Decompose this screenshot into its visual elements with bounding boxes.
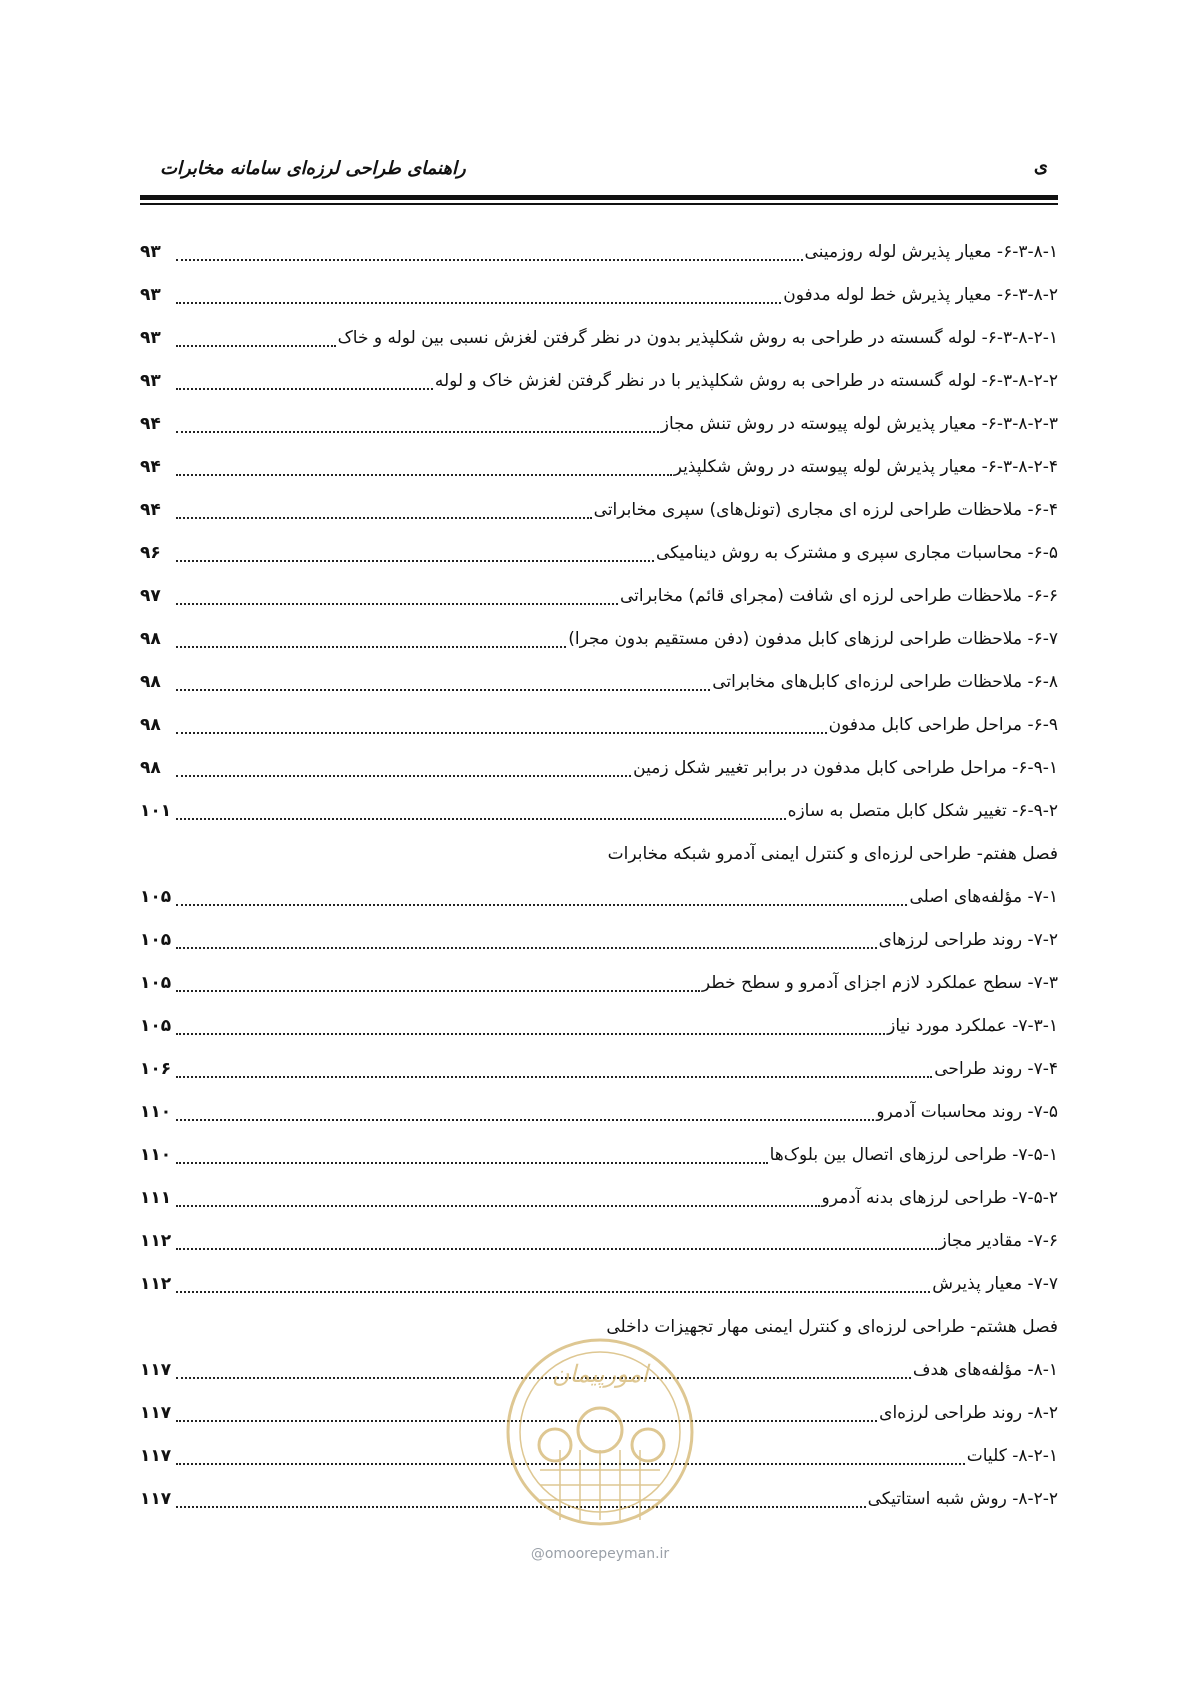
header-rule-thick: [140, 195, 1058, 200]
toc-entry[interactable]: [140, 928, 1058, 971]
dot-leader: [176, 412, 659, 433]
watermark-logo: [500, 1320, 700, 1560]
toc-entry-page: ۹۳: [140, 328, 161, 348]
toc-entry[interactable]: [140, 369, 1058, 412]
toc-entry-page: ۱۰۵: [140, 1016, 172, 1036]
toc-entry-title: ۶-۶- ملاحظات طراحی لرزه ای شافت (مجرای قائم) مخابراتی: [619, 586, 1058, 606]
toc-entry-page: ۱۱۰: [140, 1102, 172, 1122]
toc-entry[interactable]: [140, 455, 1058, 498]
toc-entry-title: ۷-۳-۱- عملکرد مورد نیاز: [887, 1016, 1058, 1036]
toc-entry-page: ۹۸: [140, 715, 161, 735]
toc-entry-page: ۹۴: [140, 500, 161, 520]
toc-entry[interactable]: [140, 1272, 1058, 1315]
toc-entry-page: ۱۱۷: [140, 1403, 172, 1423]
header-page-number: ی: [1033, 156, 1048, 177]
dot-leader: [176, 627, 566, 648]
toc-entry-page: ۱۱۱: [140, 1188, 172, 1208]
chapter-heading: فصل هفتم- طراحی لرزه‌ای و کنترل ایمنی آدمرو شبکه مخابرات: [607, 844, 1058, 864]
toc-entry[interactable]: [140, 498, 1058, 541]
toc-entry[interactable]: [140, 1229, 1058, 1272]
dot-leader: [176, 1272, 930, 1293]
toc-entry-title: ۶-۳-۸-۲-۴- معیار پذیرش لوله پیوسته در روش شکلپذیر: [673, 457, 1058, 477]
dot-leader: [176, 1143, 768, 1164]
toc-entry[interactable]: [140, 412, 1058, 455]
toc-entry-page: ۹۴: [140, 414, 161, 434]
toc-entry[interactable]: [140, 670, 1058, 713]
dot-leader: [176, 928, 877, 949]
toc-entry-page: ۱۰۵: [140, 930, 172, 950]
toc-entry[interactable]: [140, 1100, 1058, 1143]
toc-entry[interactable]: [140, 240, 1058, 283]
toc-entry[interactable]: [140, 713, 1058, 756]
toc-entry-page: ۹۳: [140, 242, 161, 262]
toc-entry-page: ۱۱۷: [140, 1360, 172, 1380]
toc-entry-title: ۸-۲-۲- روش شبه استاتیکی: [867, 1489, 1058, 1509]
dot-leader: [176, 541, 654, 562]
dot-leader: [176, 1229, 937, 1250]
toc-entry-title: ۶-۳-۸-۲-۳- معیار پذیرش لوله پیوسته در روش تنش مجاز: [660, 414, 1058, 434]
toc-entry-title: ۸-۲-۱- کلیات: [966, 1446, 1058, 1466]
toc-entry-title: ۸-۲- روند طراحی لرزه‌ای: [879, 1403, 1058, 1423]
toc-entry-page: ۹۶: [140, 543, 161, 563]
dot-leader: [176, 713, 827, 734]
dot-leader: [176, 498, 592, 519]
dot-leader: [176, 756, 631, 777]
toc-entry-title: ۶-۹- مراحل طراحی کابل مدفون: [828, 715, 1058, 735]
toc-entry-title: ۸-۱- مؤلفه‌های هدف: [912, 1360, 1058, 1380]
toc-entry[interactable]: [140, 756, 1058, 799]
toc-entry-page: ۹۴: [140, 457, 161, 477]
toc-entry-title: ۶-۳-۸-۲- معیار پذیرش خط لوله مدفون: [783, 285, 1058, 305]
toc-entry-title: ۶-۸- ملاحظات طراحی لرزه‌ای کابل‌های مخابراتی: [712, 672, 1058, 692]
watermark-url: @omoorepeyman.ir: [530, 1546, 670, 1562]
watermark-logo-text: امورپیمان: [551, 1360, 649, 1388]
toc-entry-title: ۷-۵-۱- طراحی لرزهای اتصال بین بلوک‌ها: [769, 1145, 1058, 1165]
toc-entry[interactable]: [140, 885, 1058, 928]
toc-entry-title: ۷-۷- معیار پذیرش: [932, 1274, 1058, 1294]
header-rule-thin: [140, 203, 1058, 205]
toc-entry-title: ۶-۴- ملاحظات طراحی لرزه ای مجاری (تونل‌های) سپری مخابراتی: [593, 500, 1058, 520]
toc-entry[interactable]: [140, 971, 1058, 1014]
toc-entry[interactable]: [140, 326, 1058, 369]
dot-leader: [176, 240, 803, 261]
dot-leader: [176, 971, 700, 992]
toc-entry-title: ۶-۹-۱- مراحل طراحی کابل مدفون در برابر تغییر شکل زمین: [633, 758, 1058, 778]
toc-entry-title: ۶-۳-۸-۲-۲- لوله گسسته در طراحی به روش شکلپذیر با در نظر گرفتن لغزش خاک و لوله: [434, 371, 1058, 391]
toc-entry-title: ۷-۳- سطح عملکرد لازم اجزای آدمرو و سطح خطر: [701, 973, 1058, 993]
toc-entry-page: ۹۳: [140, 285, 161, 305]
toc-entry-title: ۷-۵-۲- طراحی لرزهای بدنه آدمرو: [821, 1188, 1058, 1208]
dot-leader: [176, 1014, 885, 1035]
toc-entry-title: ۷-۱- مؤلفه‌های اصلی: [909, 887, 1058, 907]
toc-entry-page: ۱۰۵: [140, 973, 172, 993]
toc-entry-page: ۱۰۵: [140, 887, 172, 907]
toc-entry[interactable]: [140, 627, 1058, 670]
toc-entry[interactable]: [140, 1057, 1058, 1100]
toc-entry-title: ۶-۷- ملاحظات طراحی لرزهای کابل مدفون (دفن مستقیم بدون مجرا): [568, 629, 1058, 649]
page-header: [140, 150, 1058, 180]
toc-entry-page: ۱۱۷: [140, 1446, 172, 1466]
dot-leader: [176, 670, 710, 691]
toc-entry-title: ۶-۳-۸-۱- معیار پذیرش لوله روزمینی: [804, 242, 1058, 262]
toc-entry-title: ۶-۹-۲- تغییر شکل کابل متصل به سازه: [787, 801, 1058, 821]
toc-entry[interactable]: [140, 1143, 1058, 1186]
toc-entry-page: ۱۰۶: [140, 1059, 172, 1079]
toc-entry-title: ۷-۶- مقادیر مجاز: [938, 1231, 1058, 1251]
toc-entry-page: ۹۳: [140, 371, 161, 391]
toc-entry-title: ۶-۵- محاسبات مجاری سپری و مشترک به روش دینامیکی: [655, 543, 1058, 563]
toc-entry-page: ۹۸: [140, 629, 161, 649]
toc-entry-page: ۱۱۲: [140, 1274, 172, 1294]
toc-entry[interactable]: [140, 799, 1058, 842]
dot-leader: [176, 584, 618, 605]
dot-leader: [176, 1100, 874, 1121]
toc-entry-page: ۹۸: [140, 758, 161, 778]
dot-leader: [176, 283, 781, 304]
toc-entry-page: ۱۱۷: [140, 1489, 172, 1509]
toc-entry[interactable]: [140, 283, 1058, 326]
dot-leader: [176, 1057, 932, 1078]
toc-entry-page: ۱۱۰: [140, 1145, 172, 1165]
toc-entry[interactable]: [140, 1186, 1058, 1229]
dot-leader: [176, 885, 907, 906]
toc-entry[interactable]: [140, 584, 1058, 627]
toc-entry-page: ۹۸: [140, 672, 161, 692]
dot-leader: [176, 1186, 820, 1207]
running-header-title: راهنمای طراحی لرزه‌ای سامانه مخابرات: [160, 158, 466, 179]
toc-entry-title: ۷-۴- روند طراحی: [934, 1059, 1058, 1079]
toc-entry-title: ۷-۲- روند طراحی لرزهای: [878, 930, 1058, 950]
dot-leader: [176, 369, 433, 390]
dot-leader: [176, 799, 786, 820]
toc-entry-page: ۹۷: [140, 586, 161, 606]
toc-entry-title: ۷-۵- روند محاسبات آدمرو: [876, 1102, 1058, 1122]
chapter-heading: فصل هشتم- طراحی لرزه‌ای و کنترل ایمنی مهار تجهیزات داخلی: [606, 1317, 1058, 1337]
toc-entry-title: ۶-۳-۸-۲-۱- لوله گسسته در طراحی به روش شکلپذیر بدون در نظر گرفتن لغزش نسبی بین لوله و خاک: [337, 328, 1058, 348]
toc-entry-page: ۱۱۲: [140, 1231, 172, 1251]
toc-entry[interactable]: [140, 1014, 1058, 1057]
dot-leader: [176, 326, 336, 347]
dot-leader: [176, 455, 672, 476]
toc-entry-page: ۱۰۱: [140, 801, 172, 821]
toc-entry[interactable]: [140, 541, 1058, 584]
